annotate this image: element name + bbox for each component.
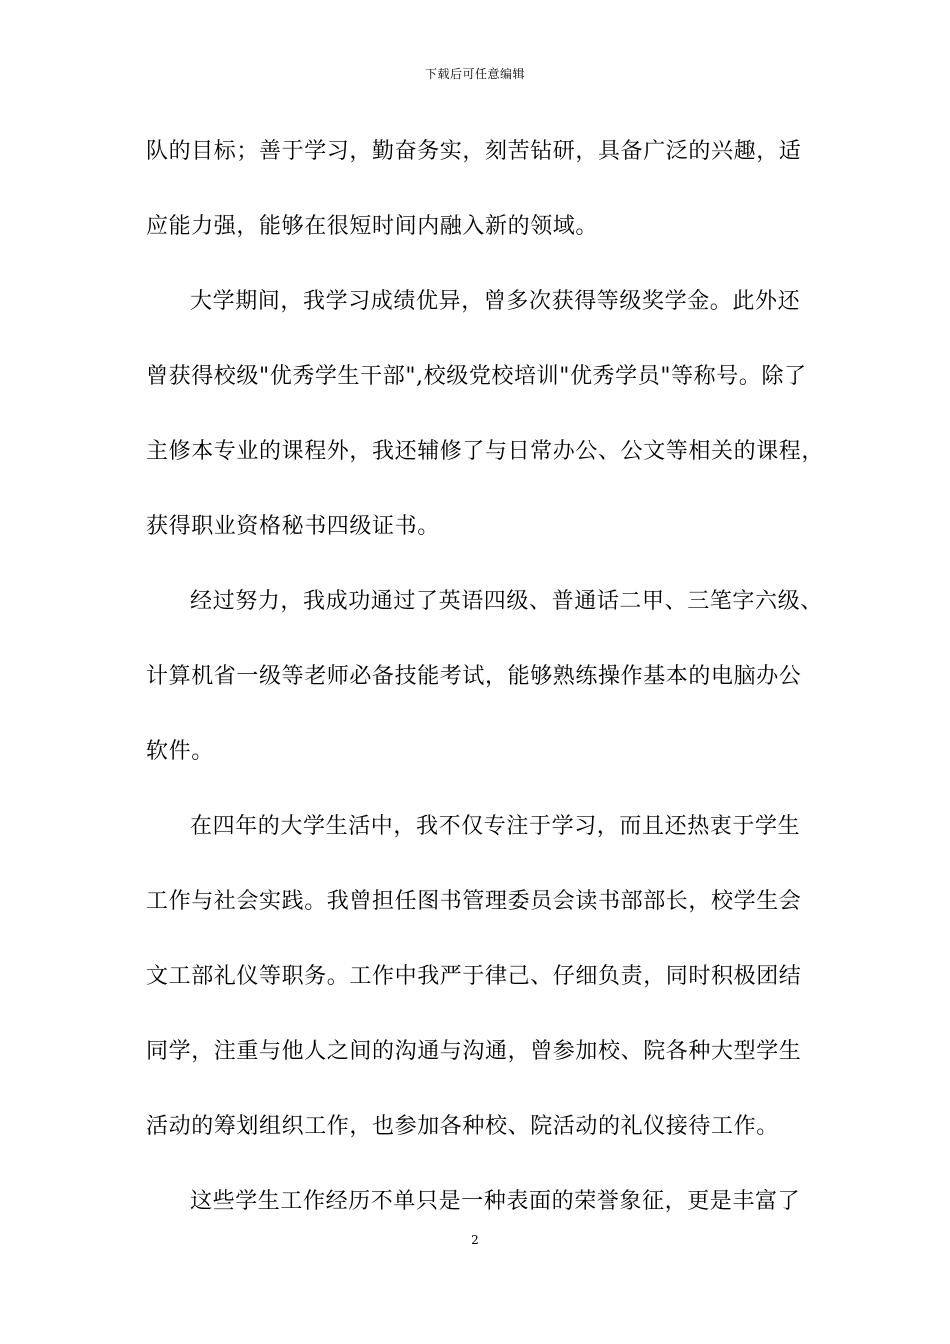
body-line: 计算机省一级等老师必备技能考试，能够熟练操作基本的电脑办公 (146, 664, 802, 689)
body-line: 获得职业资格秘书四级证书。 (146, 514, 440, 539)
paragraph-start-line: 经过努力，我成功通过了英语四级、普通话二甲、三笔字六级、 (190, 589, 823, 614)
body-line: 活动的筹划组织工作，也参加各种校、院活动的礼仪接待工作。 (146, 1114, 779, 1139)
body-line: 队的目标；善于学习，勤奋务实，刻苦钻研，具备广泛的兴趣，适 (146, 139, 802, 164)
body-line: 软件。 (146, 739, 214, 764)
paragraph-start-line: 在四年的大学生活中，我不仅专注于学习，而且还热衷于学生 (190, 814, 801, 839)
paragraph-start-line: 这些学生工作经历不单只是一种表面的荣誉象征，更是丰富了 (190, 1189, 801, 1214)
page-header: 下载后可任意编辑 (424, 67, 525, 81)
paragraph-start-line: 大学期间，我学习成绩优异，曾多次获得等级奖学金。此外还 (190, 289, 801, 314)
body-line: 文工部礼仪等职务。工作中我严于律己、仔细负责，同时积极团结 (146, 964, 802, 989)
page-number: 2 (471, 1233, 479, 1247)
body-line: 同学，注重与他人之间的沟通与沟通，曾参加校、院各种大型学生 (146, 1039, 802, 1064)
body-line: 工作与社会实践。我曾担任图书管理委员会读书部部长，校学生会 (146, 889, 802, 914)
body-line: 应能力强，能够在很短时间内融入新的领域。 (146, 214, 599, 239)
body-line: 曾获得校级"优秀学生干部",校级党校培训"优秀学员"等称号。除了 (146, 364, 807, 389)
body-line: 主修本专业的课程外，我还辅修了与日常办公、公文等相关的课程， (146, 439, 825, 464)
document-body (146, 132, 825, 1257)
